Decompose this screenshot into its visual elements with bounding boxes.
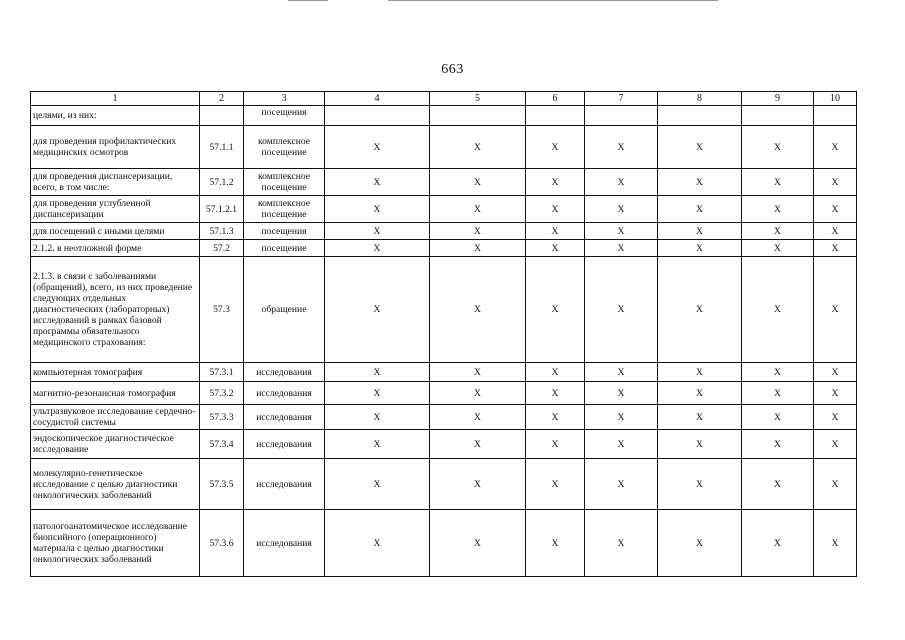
row-unit: комплексное посещение (244, 126, 325, 169)
row-code: 57.3.6 (200, 510, 244, 577)
value-cell: X (814, 196, 857, 223)
value-cell: X (814, 240, 857, 257)
value-cell: X (585, 240, 658, 257)
value-cell: X (526, 382, 585, 405)
row-label: магнитно-резонансная томография (31, 382, 200, 405)
value-cell: X (742, 257, 814, 363)
value-cell: X (526, 257, 585, 363)
value-cell: X (325, 363, 430, 382)
scan-edge-line (388, 0, 718, 1)
row-code: 57.3.2 (200, 382, 244, 405)
value-cell: X (430, 382, 526, 405)
value-cell: X (742, 363, 814, 382)
value-cell: X (430, 363, 526, 382)
value-cell: X (526, 126, 585, 169)
row-unit: комплексное посещение (244, 196, 325, 223)
value-cell: X (742, 459, 814, 510)
row-unit: исследования (244, 405, 325, 430)
value-cell: X (430, 257, 526, 363)
value-cell (585, 106, 658, 126)
value-cell: X (658, 510, 742, 577)
column-number: 2 (200, 92, 244, 106)
value-cell: X (742, 405, 814, 430)
row-unit: посещения (244, 223, 325, 240)
row-code: 57.3.4 (200, 430, 244, 459)
row-unit: комплексное посещение (244, 169, 325, 196)
value-cell: X (814, 510, 857, 577)
value-cell: X (814, 405, 857, 430)
row-code: 57.2 (200, 240, 244, 257)
row-unit: посещения (244, 106, 325, 126)
value-cell: X (430, 126, 526, 169)
table-row (31, 382, 857, 405)
value-cell (430, 106, 526, 126)
row-unit: посещение (244, 240, 325, 257)
row-unit: обращение (244, 257, 325, 363)
row-code: 57.1.2.1 (200, 196, 244, 223)
value-cell: X (585, 510, 658, 577)
value-cell: X (658, 126, 742, 169)
table-row (31, 510, 857, 577)
column-number: 8 (658, 92, 742, 106)
value-cell: X (325, 430, 430, 459)
value-cell: X (814, 430, 857, 459)
value-cell: X (742, 430, 814, 459)
row-code: 57.3.3 (200, 405, 244, 430)
value-cell: X (585, 126, 658, 169)
value-cell: X (585, 459, 658, 510)
row-code: 57.3.5 (200, 459, 244, 510)
column-number: 5 (430, 92, 526, 106)
value-cell: X (526, 240, 585, 257)
column-number-row (31, 92, 857, 106)
value-cell: X (325, 240, 430, 257)
value-cell: X (325, 169, 430, 196)
value-cell: X (814, 363, 857, 382)
table-row (31, 405, 857, 430)
value-cell: X (325, 196, 430, 223)
value-cell: X (430, 430, 526, 459)
value-cell: X (526, 169, 585, 196)
row-unit: исследования (244, 430, 325, 459)
table-row (31, 196, 857, 223)
row-label: для проведения диспансеризации, всего, в том числе: (31, 169, 200, 196)
value-cell: X (814, 223, 857, 240)
value-cell: X (742, 240, 814, 257)
value-cell: X (658, 169, 742, 196)
row-label: 2.1.2. в неотложной форме (31, 240, 200, 257)
value-cell: X (658, 257, 742, 363)
value-cell: X (658, 223, 742, 240)
table-row (31, 430, 857, 459)
value-cell: X (585, 430, 658, 459)
row-label: эндоскопическое диагностическое исследование (31, 430, 200, 459)
value-cell: X (430, 223, 526, 240)
column-number: 4 (325, 92, 430, 106)
value-cell: X (325, 223, 430, 240)
row-code: 57.3.1 (200, 363, 244, 382)
value-cell: X (658, 430, 742, 459)
value-cell: X (526, 223, 585, 240)
value-cell: X (325, 257, 430, 363)
value-cell: X (430, 405, 526, 430)
value-cell: X (658, 240, 742, 257)
row-label: для посещений с иными целями (31, 223, 200, 240)
value-cell: X (658, 405, 742, 430)
value-cell: X (658, 363, 742, 382)
value-cell: X (585, 223, 658, 240)
table-row (31, 106, 857, 126)
value-cell: X (585, 382, 658, 405)
value-cell: X (742, 382, 814, 405)
row-label: целями, из них: (31, 106, 200, 126)
value-cell: X (742, 223, 814, 240)
column-number: 9 (742, 92, 814, 106)
column-number: 1 (31, 92, 200, 106)
table-row (31, 223, 857, 240)
row-label: компьютерная томография (31, 363, 200, 382)
row-label: для проведения профилактических медицинских осмотров (31, 126, 200, 169)
row-label: молекулярно-генетическое исследование с целью диагностики онкологических заболеваний (31, 459, 200, 510)
column-number: 10 (814, 92, 857, 106)
value-cell: X (325, 510, 430, 577)
data-table (30, 91, 857, 577)
value-cell: X (658, 459, 742, 510)
value-cell: X (526, 196, 585, 223)
row-code: 57.1.3 (200, 223, 244, 240)
row-unit: исследования (244, 382, 325, 405)
value-cell: X (526, 405, 585, 430)
row-label: для проведения углубленной диспансеризации (31, 196, 200, 223)
value-cell: X (325, 405, 430, 430)
value-cell: X (430, 459, 526, 510)
value-cell: X (742, 196, 814, 223)
value-cell (526, 106, 585, 126)
table-row (31, 363, 857, 382)
row-unit: исследования (244, 459, 325, 510)
value-cell: X (430, 169, 526, 196)
row-code: 57.3 (200, 257, 244, 363)
value-cell: X (430, 510, 526, 577)
row-unit: исследования (244, 510, 325, 577)
value-cell: X (430, 240, 526, 257)
value-cell: X (325, 459, 430, 510)
value-cell: X (526, 459, 585, 510)
value-cell: X (526, 363, 585, 382)
value-cell: X (742, 126, 814, 169)
value-cell: X (585, 405, 658, 430)
row-label: патологоанатомическое исследование биопсийного (операционного) материала с целью диагностики онкологических заболеваний (31, 510, 200, 577)
value-cell: X (585, 169, 658, 196)
value-cell (814, 106, 857, 126)
row-label: 2.1.3. в связи с заболеваниями (обращений), всего, из них проведение следующих отдельных диагностических (лабораторных) исследований в рамках базовой программы обязательного медицинского страхования: (31, 257, 200, 363)
value-cell: X (814, 126, 857, 169)
value-cell: X (742, 169, 814, 196)
column-number: 6 (526, 92, 585, 106)
value-cell (325, 106, 430, 126)
value-cell: X (325, 382, 430, 405)
value-cell (742, 106, 814, 126)
value-cell: X (814, 257, 857, 363)
value-cell: X (814, 459, 857, 510)
value-cell: X (325, 126, 430, 169)
table-row (31, 459, 857, 510)
row-code: 57.1.2 (200, 169, 244, 196)
value-cell: X (742, 510, 814, 577)
column-number: 7 (585, 92, 658, 106)
value-cell: X (585, 363, 658, 382)
scan-edge-line (288, 0, 328, 1)
row-label: ультразвуковое исследование сердечно-сосудистой системы (31, 405, 200, 430)
value-cell: X (585, 257, 658, 363)
value-cell: X (585, 196, 658, 223)
table-row (31, 169, 857, 196)
table-body (31, 106, 857, 577)
value-cell: X (526, 430, 585, 459)
row-unit: исследования (244, 363, 325, 382)
value-cell: X (526, 510, 585, 577)
table-row (31, 126, 857, 169)
page-number: 663 (441, 62, 464, 77)
value-cell: X (430, 196, 526, 223)
value-cell: X (814, 382, 857, 405)
value-cell (658, 106, 742, 126)
table-row (31, 257, 857, 363)
value-cell: X (658, 382, 742, 405)
column-number: 3 (244, 92, 325, 106)
value-cell: X (658, 196, 742, 223)
row-code (200, 106, 244, 126)
value-cell: X (814, 169, 857, 196)
table-row (31, 240, 857, 257)
row-code: 57.1.1 (200, 126, 244, 169)
